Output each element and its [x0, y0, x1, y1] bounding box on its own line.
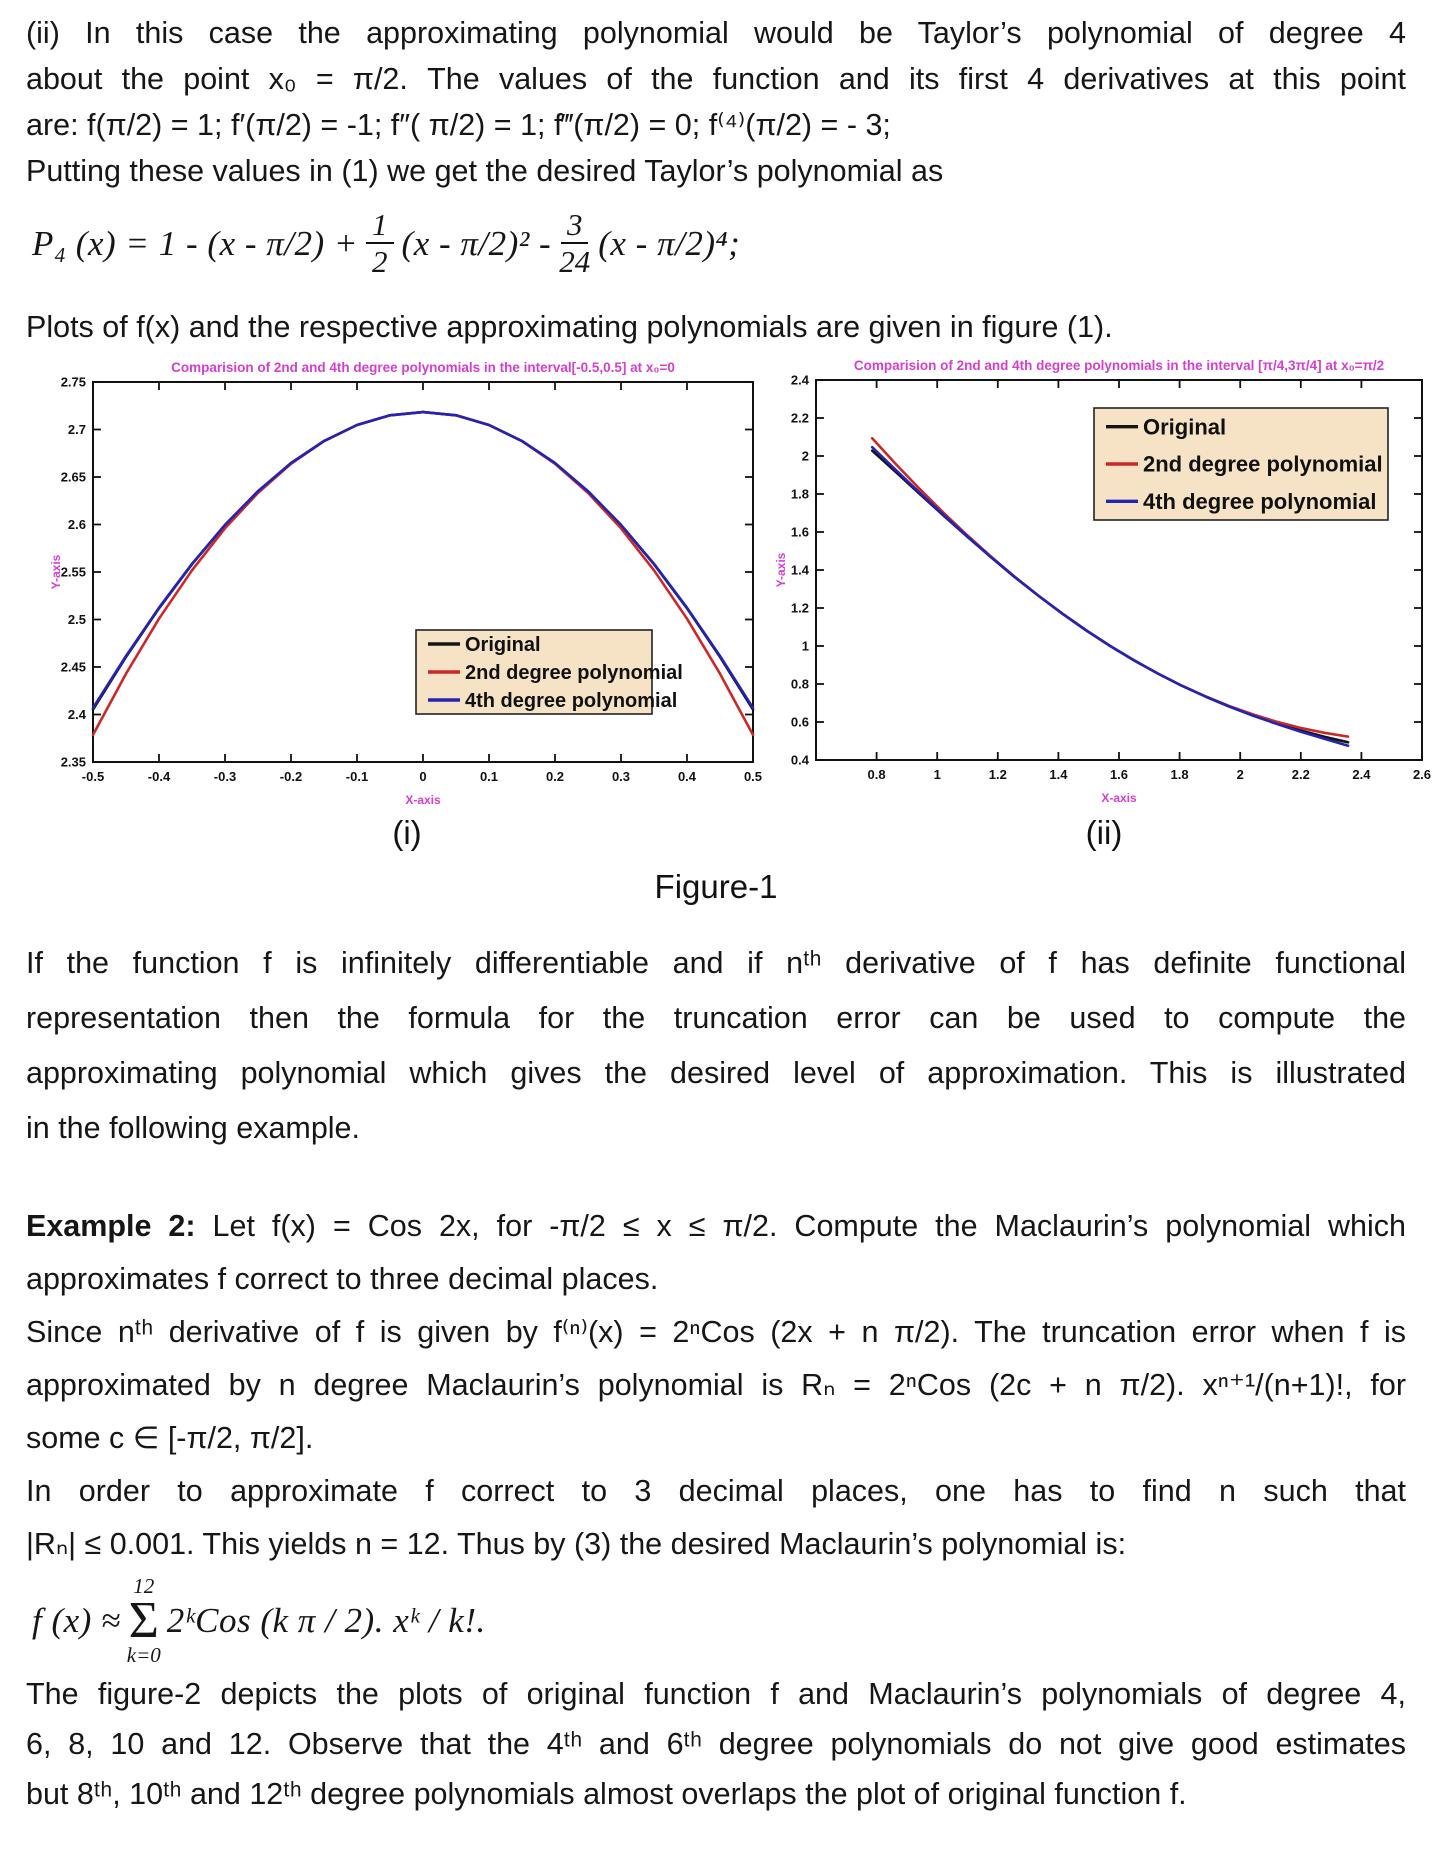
svg-text:1.4: 1.4	[790, 562, 809, 578]
svg-text:2.35: 2.35	[60, 754, 86, 770]
truncation-error-paragraph	[26, 936, 1406, 1156]
svg-text:2.5: 2.5	[67, 612, 86, 627]
svg-text:1.8: 1.8	[1170, 767, 1189, 782]
svg-text:0.8: 0.8	[867, 767, 886, 782]
svg-text:1: 1	[933, 767, 941, 782]
svg-text:0.4: 0.4	[790, 752, 809, 768]
svg-text:X-axis: X-axis	[1101, 791, 1137, 805]
svg-text:-0.5: -0.5	[81, 769, 105, 784]
svg-text:-0.2: -0.2	[279, 769, 303, 784]
fraction-numerator: 3	[561, 208, 589, 244]
figure-1-row	[26, 358, 1432, 852]
svg-text:1: 1	[801, 638, 809, 654]
figure-caption-ii: (ii)	[1085, 814, 1123, 851]
svg-text:1.6: 1.6	[1109, 767, 1129, 782]
svg-text:4th degree polynomial: 4th degree polynomial	[1143, 489, 1377, 515]
summation-symbol	[127, 1576, 161, 1666]
equation-text: f (x) ≈	[32, 1601, 121, 1640]
svg-text:2.4: 2.4	[1352, 767, 1371, 782]
paragraph-line: The figure-2 depicts the plots of original function f and Maclaurin’s polynomials of degree 4,	[26, 1677, 1406, 1711]
taylor-polynomial-equation	[32, 198, 1406, 290]
paragraph-line: representation then the formula for the truncation error can be used to compute the	[26, 1001, 1406, 1035]
svg-text:0.8: 0.8	[790, 676, 809, 692]
svg-text:Comparision of 2nd and 4th deg: Comparision of 2nd and 4th degree polynomials in the interval[-0.5,0.5] at x₀=0	[171, 360, 675, 375]
paragraph-line: in the following example.	[26, 1111, 360, 1145]
svg-text:2.2: 2.2	[1291, 767, 1310, 782]
svg-text:-0.1: -0.1	[345, 769, 369, 784]
paragraph-line: about the point x₀ = π/2. The values of the function and its first 4 derivatives at this point	[26, 62, 1406, 96]
svg-text:2.6: 2.6	[1412, 767, 1432, 782]
paragraph-line: Plots of f(x) and the respective approximating polynomials are given in figure (1).	[26, 310, 1113, 344]
paragraph-line: approximated by n degree Maclaurin’s polynomial is Rₙ = 2ⁿCos (2c + n π/2). xⁿ⁺¹/(n+1)!, for	[26, 1368, 1406, 1402]
svg-text:0.2: 0.2	[545, 769, 565, 784]
svg-text:-0.3: -0.3	[213, 769, 237, 784]
svg-text:Comparision of 2nd and 4th deg: Comparision of 2nd and 4th degree polynomials in the interval [π/4,3π/4] at x₀=π/2	[853, 358, 1385, 373]
intro-paragraph	[26, 10, 1406, 194]
maclaurin-sum-equation	[32, 1573, 1406, 1669]
fraction	[366, 208, 394, 280]
figure-panel-i	[26, 358, 772, 852]
paragraph-line: approximates f correct to three decimal places.	[26, 1262, 659, 1296]
fraction-denominator: 2	[372, 244, 388, 279]
svg-text:2: 2	[1236, 767, 1244, 782]
equation-text: 2ᵏCos (k π / 2). xᵏ / k!.	[166, 1601, 486, 1640]
paragraph-line: but 8ᵗʰ, 10ᵗʰ and 12ᵗʰ degree polynomials almost overlaps the plot of original function f.	[26, 1777, 1187, 1811]
svg-text:X-axis: X-axis	[405, 793, 441, 807]
svg-text:2: 2	[801, 448, 809, 464]
figure-caption-i: (i)	[392, 814, 422, 851]
paragraph-line	[26, 1200, 1406, 1253]
sum-lower-limit: k=0	[126, 1643, 161, 1667]
svg-text:2.65: 2.65	[60, 469, 86, 485]
sum-upper-limit: 12	[133, 1574, 155, 1598]
chart-comparison-x0-0	[47, 358, 767, 810]
svg-text:0: 0	[419, 769, 427, 784]
svg-text:Y-axis: Y-axis	[49, 554, 63, 590]
paragraph-line: some c ∈ [-π/2, π/2].	[26, 1421, 314, 1455]
paragraph-line: Putting these values in (1) we get the desired Taylor’s polynomial as	[26, 154, 944, 188]
equation-text: P₄ (x) = 1 - (x - π/2) +	[32, 224, 359, 263]
svg-text:2nd degree polynomial: 2nd degree polynomial	[465, 662, 683, 684]
fraction-numerator: 1	[366, 208, 394, 244]
paragraph-line: approximating polynomial which gives the desired level of approximation. This is illustrated	[26, 1056, 1406, 1090]
plots-sentence	[26, 304, 1406, 350]
svg-text:2.4: 2.4	[67, 707, 86, 722]
paragraph-line: If the function f is infinitely differentiable and if nᵗʰ derivative of f has definite functional	[26, 946, 1406, 980]
fraction-denominator: 24	[559, 244, 591, 279]
example-2-paragraph	[26, 1200, 1406, 1571]
svg-text:1.2: 1.2	[988, 767, 1007, 782]
svg-text:0.4: 0.4	[677, 769, 697, 784]
paragraph-line: |Rₙ| ≤ 0.001. This yields n = 12. Thus by (3) the desired Maclaurin’s polynomial is:	[26, 1527, 1127, 1561]
paragraph-text: Let f(x) = Cos 2x, for -π/2 ≤ x ≤ π/2. Compute the Maclaurin’s polynomial which	[212, 1209, 1406, 1243]
svg-text:Original: Original	[1143, 414, 1227, 440]
svg-text:Y-axis: Y-axis	[774, 552, 788, 588]
svg-text:2.2: 2.2	[790, 410, 809, 426]
equation-text: (x - π/2)⁴;	[598, 224, 741, 263]
svg-text:-0.4: -0.4	[147, 769, 171, 784]
equation-text: (x - π/2)² -	[401, 224, 552, 263]
svg-text:2.7: 2.7	[67, 422, 86, 437]
fraction	[559, 208, 590, 280]
svg-text:0.5: 0.5	[743, 769, 763, 784]
svg-text:4th degree polynomial: 4th degree polynomial	[465, 690, 678, 712]
svg-text:1.6: 1.6	[790, 524, 809, 540]
figure-panel-ii	[772, 358, 1434, 852]
example-label: Example 2:	[26, 1209, 213, 1243]
paragraph-line: Since nᵗʰ derivative of f is given by f⁽ⁿ⁾(x) = 2ⁿCos (2x + n π/2). The truncation error when f is	[26, 1315, 1406, 1349]
svg-text:1.4: 1.4	[1049, 767, 1068, 782]
svg-text:0.6: 0.6	[790, 714, 809, 730]
svg-text:1.2: 1.2	[790, 600, 809, 616]
svg-text:Original: Original	[465, 634, 541, 656]
sigma-glyph: Σ	[128, 1592, 159, 1649]
svg-text:2.4: 2.4	[790, 372, 809, 388]
svg-text:2.45: 2.45	[60, 659, 86, 675]
figure-1-label: Figure-1	[654, 868, 778, 905]
svg-text:2.55: 2.55	[60, 564, 86, 580]
paragraph-line: In order to approximate f correct to 3 decimal places, one has to find n such that	[26, 1474, 1406, 1508]
svg-text:0.3: 0.3	[611, 769, 631, 784]
svg-text:0.1: 0.1	[479, 769, 499, 784]
svg-text:2.6: 2.6	[67, 517, 86, 532]
svg-text:1.8: 1.8	[790, 486, 809, 502]
svg-text:2nd degree polynomial: 2nd degree polynomial	[1143, 451, 1383, 477]
paragraph-line: (ii) In this case the approximating polynomial would be Taylor’s polynomial of degree 4	[26, 16, 1406, 50]
chart-comparison-x0-pi2	[772, 358, 1434, 810]
svg-text:2.75: 2.75	[60, 374, 86, 390]
paragraph-line: 6, 8, 10 and 12. Observe that the 4ᵗʰ and 6ᵗʰ degree polynomials do not give good estimates	[26, 1727, 1406, 1761]
figure-2-paragraph	[26, 1669, 1406, 1819]
paragraph-line: are: f(π/2) = 1; f′(π/2) = -1; f″( π/2) = 1; f‴(π/2) = 0; f⁽⁴⁾(π/2) = - 3;	[26, 108, 891, 142]
